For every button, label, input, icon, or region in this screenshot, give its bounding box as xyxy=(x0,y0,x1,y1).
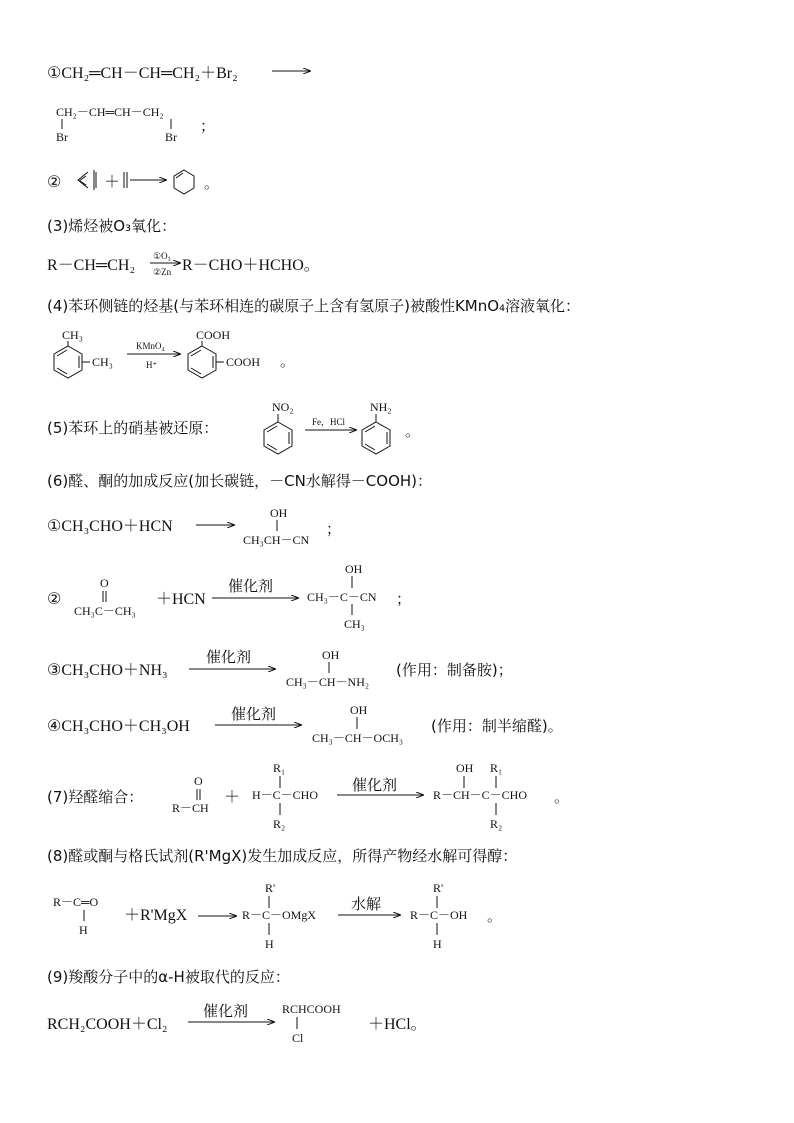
s6-r3-chain: CH₃－CH－NH₂ xyxy=(286,675,370,689)
s6-r3-oh: OH xyxy=(322,648,340,662)
s8-int-rprime: R' xyxy=(265,881,276,895)
s6-r2-end: ； xyxy=(396,590,412,608)
s8-carbonyl: R－C═O xyxy=(53,895,99,909)
s7-plus: ＋ xyxy=(224,789,241,806)
s6-heading: (6)醛、酮的加成反应(加长碳链，－CN水解得－COOH)： xyxy=(47,472,433,490)
s6-r2-o: O xyxy=(100,576,109,590)
s8-end: 。 xyxy=(487,907,503,925)
s8-int-h: H xyxy=(265,937,274,951)
s5-end: 。 xyxy=(405,422,421,440)
s8-reagent: ＋R'MgX xyxy=(124,907,188,924)
s6-r4-cat: 催化剂 xyxy=(231,705,277,723)
s6-r1-end: ； xyxy=(326,520,342,538)
s3-cond-bottom: ②Zn xyxy=(153,267,172,277)
r1-end: ； xyxy=(200,117,216,135)
s6-r2-ch3: CH₃ xyxy=(344,617,365,631)
s7-product-r2: R₂ xyxy=(490,817,503,831)
s3-heading: (3)烯烃被O₃氧化： xyxy=(47,217,177,235)
r2-plus: ＋ xyxy=(104,174,121,191)
cyclohexene-structure xyxy=(174,170,194,194)
s7-product: R－CH－C－CHO xyxy=(433,788,528,802)
s6-r4-lhs: ④CH₃CHO＋CH₃OH xyxy=(47,718,190,735)
s8-prod-h: H xyxy=(433,937,442,951)
s7-heading: (7)羟醛缩合： xyxy=(47,788,144,806)
s4-end: 。 xyxy=(280,352,296,370)
s5-heading: (5)苯环上的硝基被还原： xyxy=(47,419,219,437)
r1-br-right: Br xyxy=(165,130,177,144)
s7-cat: 催化剂 xyxy=(352,776,398,794)
toluene-ring xyxy=(54,341,90,378)
s7-end: 。 xyxy=(554,788,570,806)
s6-r1-oh: OH xyxy=(270,506,288,520)
s8-prod-rprime: R' xyxy=(433,881,444,895)
s6-r2-chain: CH₃－C－CN xyxy=(307,590,377,604)
s7-product-r1: R₁ xyxy=(490,761,503,775)
butadiene-structure xyxy=(78,170,96,190)
s8-product: R－C－OH xyxy=(410,908,468,922)
s5-no2: NO₂ xyxy=(272,400,294,414)
s3-rhs: R－CHO＋HCHO。 xyxy=(182,257,320,274)
s4-heading: (4)苯环侧链的烃基(与苯环相连的碳原子上含有氢原子)被酸性KMnO₄溶液氧化： xyxy=(47,297,581,315)
s6-r2-cat: 催化剂 xyxy=(228,577,274,595)
s7-oh: OH xyxy=(456,761,474,775)
s7-r1: R₁ xyxy=(273,761,286,775)
s4-cooh-side: COOH xyxy=(226,355,261,369)
ethylene-structure xyxy=(124,172,127,188)
aniline-ring xyxy=(362,414,390,454)
s6-r1-chain: CH₃CH－CN xyxy=(243,533,310,547)
s4-ch3-side: CH₃ xyxy=(92,355,113,369)
s5-nh2: NH₂ xyxy=(370,400,392,414)
s7-r2: R₂ xyxy=(273,817,286,831)
s4-cond-top: KMnO₄ xyxy=(136,341,165,351)
r1-lhs: ①CH₂═CH－CH═CH₂＋Br₂ xyxy=(47,65,238,82)
s6-r2-ketone: CH₃C－CH₃ xyxy=(74,604,136,618)
s9-cat: 催化剂 xyxy=(203,1002,249,1020)
s6-r4-chain: CH₃－CH－OCH₃ xyxy=(312,731,404,745)
s9-heading: (9)羧酸分子中的α-H被取代的反应： xyxy=(47,968,290,986)
s3-cond-top: ①O₃ xyxy=(153,251,171,261)
s3-lhs: R－CH═CH₂ xyxy=(47,257,136,274)
s8-h: H xyxy=(79,923,88,937)
s9-rhs: ＋HCl。 xyxy=(368,1016,427,1033)
s9-cl: Cl xyxy=(292,1031,304,1045)
s9-product: RCHCOOH xyxy=(282,1002,341,1016)
s5-cond-top: Fe，HCl xyxy=(312,417,346,427)
r1-br-left: Br xyxy=(56,130,68,144)
r2-end: 。 xyxy=(204,174,220,192)
s8-heading: (8)醛或酮与格氏试剂(R'MgX)发生加成反应，所得产物经水解可得醇： xyxy=(47,847,518,865)
r1-product-chain: CH₂－CH═CH－CH₂ xyxy=(56,105,164,119)
s4-cond-bottom: H⁺ xyxy=(146,360,158,370)
s6-r3-cat: 催化剂 xyxy=(206,648,252,666)
nitrobenzene-ring xyxy=(264,414,292,454)
s8-cond: 水解 xyxy=(351,895,382,913)
s6-r4-oh: OH xyxy=(350,703,368,717)
s7-o: O xyxy=(194,774,203,788)
s6-r3-lhs: ③CH₃CHO＋NH₃ xyxy=(47,662,168,679)
s6-r4-note: (作用：制半缩醛)。 xyxy=(431,717,563,735)
s6-r1-lhs: ①CH₃CHO＋HCN xyxy=(47,518,173,535)
s4-cooh-top: COOH xyxy=(196,328,231,342)
s6-r2-num: ② xyxy=(47,591,62,608)
s6-r2-oh: OH xyxy=(345,562,363,576)
s4-ch3-top: CH₃ xyxy=(62,328,83,342)
s6-r3-note: (作用：制备胺)； xyxy=(396,661,513,679)
s9-lhs: RCH₂COOH＋Cl₂ xyxy=(47,1016,168,1033)
s6-r2-reagent: ＋HCN xyxy=(156,591,206,608)
s8-intermediate: R－C－OMgX xyxy=(242,908,317,922)
s7-middle: H－C－CHO xyxy=(252,788,319,802)
phthalic-acid-ring xyxy=(188,341,224,378)
r2-num: ② xyxy=(47,174,62,191)
s7-aldehyde: R－CH xyxy=(172,801,209,815)
